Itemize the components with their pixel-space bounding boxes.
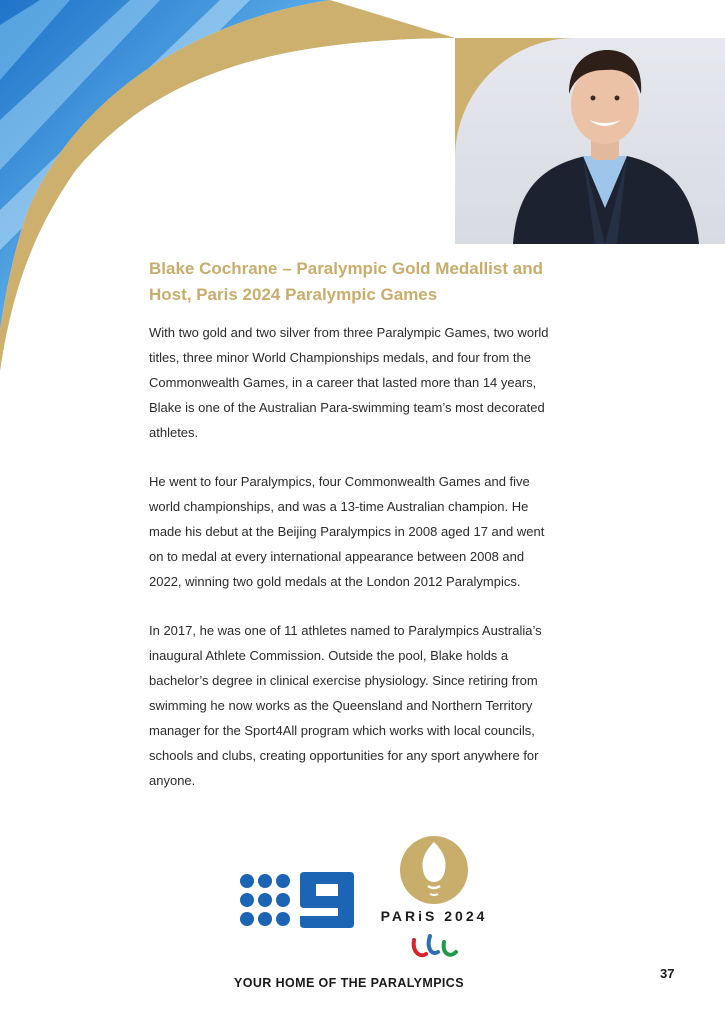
text-line: With two gold and two silver from three Paralympic Games, two world xyxy=(149,325,549,340)
paragraph-achievements xyxy=(149,469,595,594)
text-line: athletes. xyxy=(149,425,199,440)
text-line: He went to four Paralympics, four Commonwealth Games and five xyxy=(149,474,530,489)
text-line: on to medal at every international appearance between 2008 and xyxy=(149,549,525,564)
text-line: Blake is one of the Australian Para-swimming team’s most decorated xyxy=(149,400,545,415)
paris-2024-emblem xyxy=(398,834,470,906)
text-line: titles, three minor World Championships medals, and four from the xyxy=(149,350,531,365)
heading-line: Blake Cochrane – Paralympic Gold Medallist and xyxy=(149,259,543,278)
heading-line: Host, Paris 2024 Paralympic Games xyxy=(149,285,438,304)
biography-text xyxy=(149,320,595,817)
text-line: bachelor’s degree in clinical exercise physiology. Since retiring from xyxy=(149,673,538,688)
channel-nine-logo xyxy=(238,872,356,928)
agitos-icon xyxy=(408,928,460,962)
paragraph-post-career xyxy=(149,618,595,793)
profile-heading xyxy=(149,256,589,308)
paris-2024-wordmark: PARiS 2024 xyxy=(380,908,488,924)
profile-photo xyxy=(455,38,725,244)
paragraph-career xyxy=(149,320,595,445)
text-line: In 2017, he was one of 11 athletes named to Paralympics Australia’s xyxy=(149,623,542,638)
text-line: Commonwealth Games, in a career that lasted more than 14 years, xyxy=(149,375,537,390)
text-line: manager for the Sport4All program which works with local councils, xyxy=(149,723,535,738)
text-line: 2022, winning two gold medals at the London 2012 Paralympics. xyxy=(149,574,521,589)
text-line: world championships, and was a 13-time Australian champion. He xyxy=(149,499,529,514)
text-line: made his debut at the Beijing Paralympics in 2008 aged 17 and went xyxy=(149,524,545,539)
text-line: inaugural Athlete Commission. Outside the pool, Blake holds a xyxy=(149,648,509,663)
page-number: 37 xyxy=(660,966,675,981)
text-line: swimming he now works as the Queensland and Northern Territory xyxy=(149,698,533,713)
portrait-illustration xyxy=(455,38,725,244)
footer-tagline: YOUR HOME OF THE PARALYMPICS xyxy=(234,976,464,990)
text-line: anyone. xyxy=(149,773,196,788)
text-line: schools and clubs, creating opportunities for any sport anywhere for xyxy=(149,748,539,763)
